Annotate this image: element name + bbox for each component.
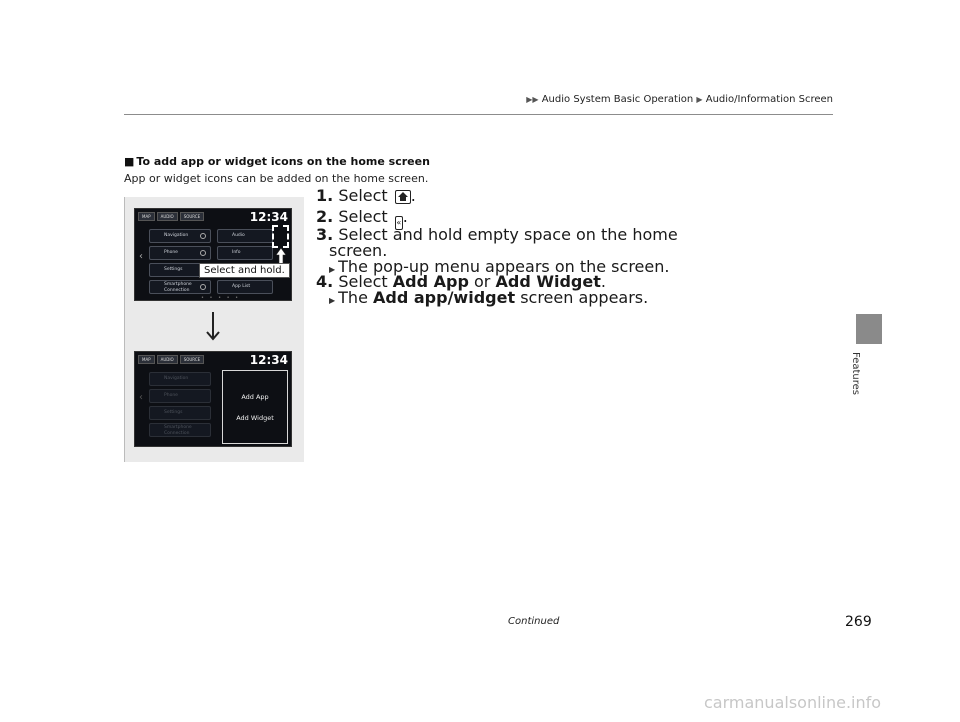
tab-audio: AUDIO — [157, 355, 178, 364]
sidebar-label-text: Features — [850, 352, 861, 395]
smartphone-icon — [200, 284, 206, 290]
page-number: 269 — [845, 614, 872, 630]
sidebar-section-label — [850, 352, 870, 395]
watermark: carmanualsonline.info — [704, 693, 882, 712]
compass-icon — [200, 233, 206, 239]
continued-label: Continued — [508, 616, 560, 627]
section-tab-marker — [856, 314, 882, 344]
page-indicator-dots: • • • • • — [201, 295, 241, 301]
header-divider — [124, 114, 833, 115]
step-3-continued: screen. — [329, 241, 388, 260]
step-1: 1. Select . — [316, 186, 416, 205]
tile-phone: Phone — [149, 246, 211, 260]
empty-space-highlight — [272, 225, 289, 248]
breadcrumb-item-audio-basic[interactable]: Audio System Basic Operation — [541, 94, 694, 105]
select-and-hold-callout: Select and hold. — [199, 263, 290, 278]
home-screen-image — [134, 208, 292, 301]
back-chevron-icon: « — [395, 216, 403, 230]
double-arrow-icon: ▶▶ — [526, 95, 539, 104]
clock: 12:34 — [249, 210, 288, 224]
result-arrow-icon: ▶ — [329, 265, 336, 274]
arrow-icon: ▶ — [696, 95, 703, 104]
section-heading — [124, 155, 430, 168]
clock: 12:34 — [249, 353, 288, 367]
left-chevron-icon: ‹ — [139, 251, 143, 262]
add-widget-option: Add Widget — [236, 414, 274, 422]
tile-navigation: Navigation — [149, 229, 211, 243]
tile-phone: Phone — [149, 389, 211, 403]
add-popup-menu — [222, 370, 288, 444]
tile-info: Info — [217, 246, 273, 260]
step-3: 3. Select and hold empty space on the home — [316, 225, 678, 244]
step-3-result: ▶ The pop-up menu appears on the screen. — [329, 257, 670, 276]
tab-source: SOURCE — [180, 212, 205, 221]
tile-navigation: Navigation — [149, 372, 211, 386]
screen-top-tabs — [138, 212, 204, 221]
popup-menu-screen-image — [134, 351, 292, 447]
section-heading-text: To add app or widget icons on the home screen — [136, 155, 430, 168]
square-bullet-icon: ■ — [124, 155, 135, 168]
tile-audio: Audio — [217, 229, 273, 243]
tab-audio: AUDIO — [157, 212, 178, 221]
tab-map: MAP — [138, 355, 155, 364]
step-4-result: ▶ The Add app/widget screen appears. — [329, 288, 649, 307]
step-4: 4. Select Add App or Add Widget. — [316, 272, 606, 291]
home-icon — [395, 190, 411, 204]
tile-settings: Settings — [149, 263, 211, 277]
step-2: 2. Select «. — [316, 207, 408, 230]
breadcrumb — [460, 94, 833, 105]
intro-text: App or widget icons can be added on the home screen. — [124, 172, 429, 185]
left-chevron-icon: ‹ — [139, 392, 143, 403]
down-arrow-icon — [203, 312, 223, 342]
phone-icon — [200, 250, 206, 256]
breadcrumb-item-audio-info-screen[interactable]: Audio/Information Screen — [705, 94, 833, 105]
add-app-option: Add App — [241, 393, 269, 401]
result-arrow-icon: ▶ — [329, 296, 336, 305]
tile-app-list: App List — [217, 280, 273, 294]
tab-source: SOURCE — [180, 355, 205, 364]
tile-smartphone-connection: Smartphone Connection — [149, 280, 211, 294]
tile-settings: Settings — [149, 406, 211, 420]
tile-smartphone-connection: Smartphone Connection — [149, 423, 211, 437]
screen-top-tabs — [138, 355, 204, 364]
tab-map: MAP — [138, 212, 155, 221]
